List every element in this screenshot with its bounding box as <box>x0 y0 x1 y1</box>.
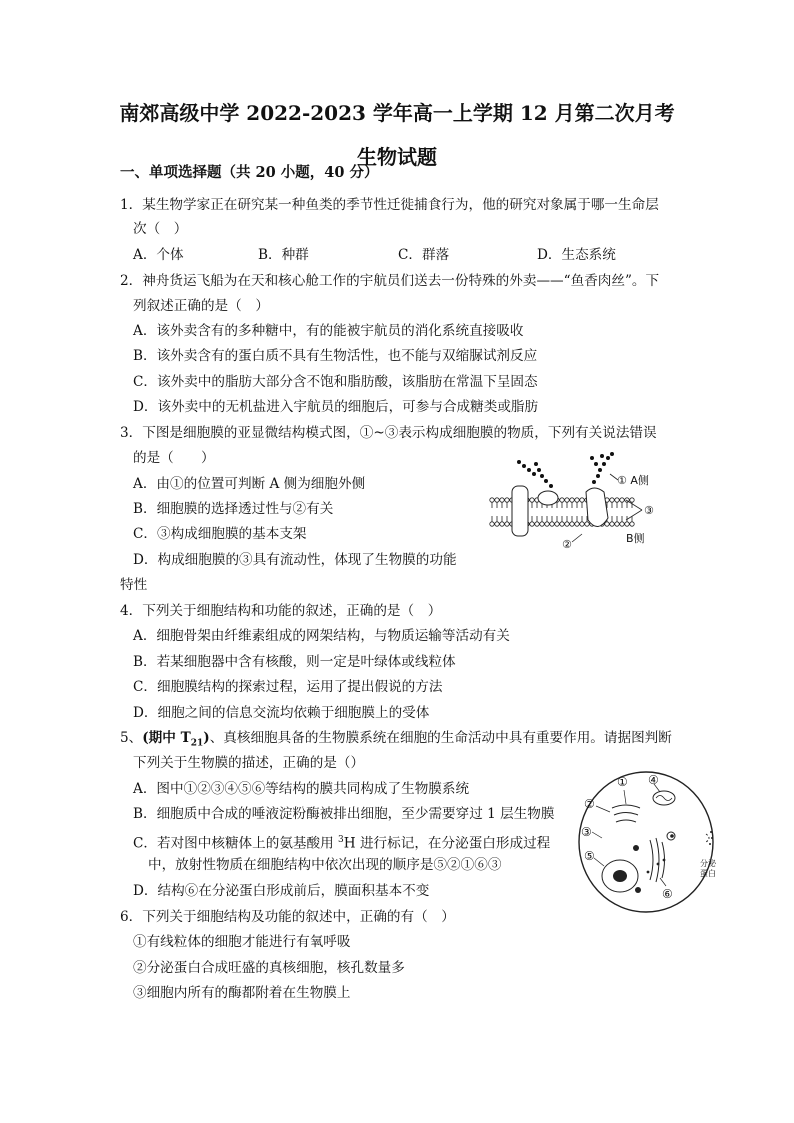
q3-option-a: A．由①的位置可判断 A 侧为细胞外侧 <box>133 476 366 492</box>
q4-option-c: C．细胞膜结构的探索过程，运用了提出假说的方法 <box>133 679 443 695</box>
q5-stem-text: 、真核细胞具备的生物膜系统在细胞的生命活动中具有重要作用。请据图判断 <box>209 730 672 746</box>
fig-label-b: B侧 <box>626 532 645 545</box>
fig-secretion-label-2: 蛋白 <box>700 869 716 878</box>
q2-option-a: A．该外卖含有的多种糖中，有的能被宇航员的消化系统直接吸收 <box>133 323 524 339</box>
q3-stem: 3．下图是细胞膜的亚显微结构模式图，①~③表示构成细胞膜的物质，下列有关说法错误 <box>120 425 657 441</box>
q2-stem-cont: 列叙述正确的是（ ） <box>133 298 269 314</box>
fig-secretion-label-1: 分泌 <box>700 859 716 868</box>
q3-option-d-cont: 特性 <box>120 577 148 593</box>
q4-stem: 4．下列关于细胞结构和功能的叙述，正确的是（ ） <box>120 603 442 619</box>
q1-option-d: D．生态系统 <box>537 247 616 263</box>
q5-c-sup: 3 <box>338 835 344 845</box>
q5-option-c <box>133 831 550 853</box>
q5-number: 5、 <box>120 730 143 746</box>
fig-label-1: ① A侧 <box>617 474 649 487</box>
q5-c-text-b: H 进行标记，在分泌蛋白形成过程 <box>343 835 551 852</box>
q5-stem-cont: 下列关于生物膜的描述，正确的是（） <box>133 755 365 771</box>
page-title: 南郊高级中学 2022-2023 学年高一上学期 12 月第二次月考 <box>119 101 675 125</box>
q3-stem-cont: 的是（ ） <box>133 450 215 466</box>
q6-stem: 6．下列关于细胞结构及功能的叙述中，正确的有（ ） <box>120 909 455 925</box>
q3-option-d: D．构成细胞膜的③具有流动性，体现了生物膜的功能 <box>133 552 457 568</box>
q1-stem-cont: 次（ ） <box>133 221 188 237</box>
q2-option-d: D．该外卖中的无机盐进入宇航员的细胞后，可参与合成糖类或脂肪 <box>133 399 539 415</box>
q5-tag: (期中 T <box>142 730 191 746</box>
q6-statement-2: ②分泌蛋白合成旺盛的真核细胞，核孔数量多 <box>133 960 405 976</box>
q1-option-a: A．个体 <box>133 247 184 263</box>
q2-option-c: C．该外卖中的脂肪大部分含不饱和脂肪酸，该脂肪在常温下呈固态 <box>133 374 538 390</box>
q3-option-c: C．③构成细胞膜的基本支架 <box>133 526 307 542</box>
fig-n6: ⑥ <box>662 887 673 901</box>
q3-option-b: B．细胞膜的选择透过性与②有关 <box>133 501 334 517</box>
page-subtitle: 生物试题 <box>357 145 437 169</box>
fig-label-2: ② <box>562 538 572 551</box>
q2-option-b: B．该外卖含有的蛋白质不具有生物活性，也不能与双缩脲试剂反应 <box>133 348 538 364</box>
fig-n3: ③ <box>581 825 592 839</box>
q1-option-c: C．群落 <box>398 247 450 263</box>
q1-stem: 1．某生物学家正在研究某一种鱼类的季节性迁徙捕食行为，他的研究对象属于哪一生命层 <box>120 197 659 213</box>
fig-n1: ① <box>617 775 628 789</box>
q4-option-b: B．若某细胞器中含有核酸，则一定是叶绿体或线粒体 <box>133 654 456 670</box>
q5-c-text-a: C．若对图中核糖体上的氨基酸用 <box>133 835 339 852</box>
q5-option-a: A．图中①②③④⑤⑥等结构的膜共同构成了生物膜系统 <box>133 781 470 797</box>
membrane-diagram <box>486 448 664 556</box>
q5-option-b: B．细胞质中合成的唾液淀粉酶被排出细胞，至少需要穿过 1 层生物膜 <box>133 806 555 822</box>
fig-label-3: ③ <box>644 504 654 517</box>
q4-option-a: A．细胞骨架由纤维素组成的网架结构，与物质运输等活动有关 <box>133 628 510 644</box>
fig-n5: ⑤ <box>584 849 595 863</box>
fig-n4: ④ <box>648 773 659 787</box>
q4-option-d: D．细胞之间的信息交流均依赖于细胞膜上的受体 <box>133 705 430 721</box>
q6-statement-3: ③细胞内所有的酶都附着在生物膜上 <box>133 985 351 1001</box>
q1-option-b: B．种群 <box>258 247 309 263</box>
q5-tag-sub: 21 <box>190 738 204 749</box>
fig-n2: ② <box>584 797 595 811</box>
q2-stem: 2．神舟货运飞船为在天和核心舱工作的宇航员们送去一份特殊的外卖——“鱼香肉丝”。下 <box>120 273 660 289</box>
q5-tag-end: ) <box>203 730 210 746</box>
section-heading: 一、单项选择题（共 20 小题，40 分） <box>120 164 379 181</box>
cell-diagram <box>576 768 726 916</box>
q6-statement-1: ①有线粒体的细胞才能进行有氧呼吸 <box>133 934 351 950</box>
q5-option-c-cont: 中，放射性物质在细胞结构中依次出现的顺序是⑤②①⑥③ <box>148 857 502 873</box>
q5-stem <box>120 729 672 753</box>
q5-option-d: D．结构⑥在分泌蛋白形成前后，膜面积基本不变 <box>133 883 430 899</box>
